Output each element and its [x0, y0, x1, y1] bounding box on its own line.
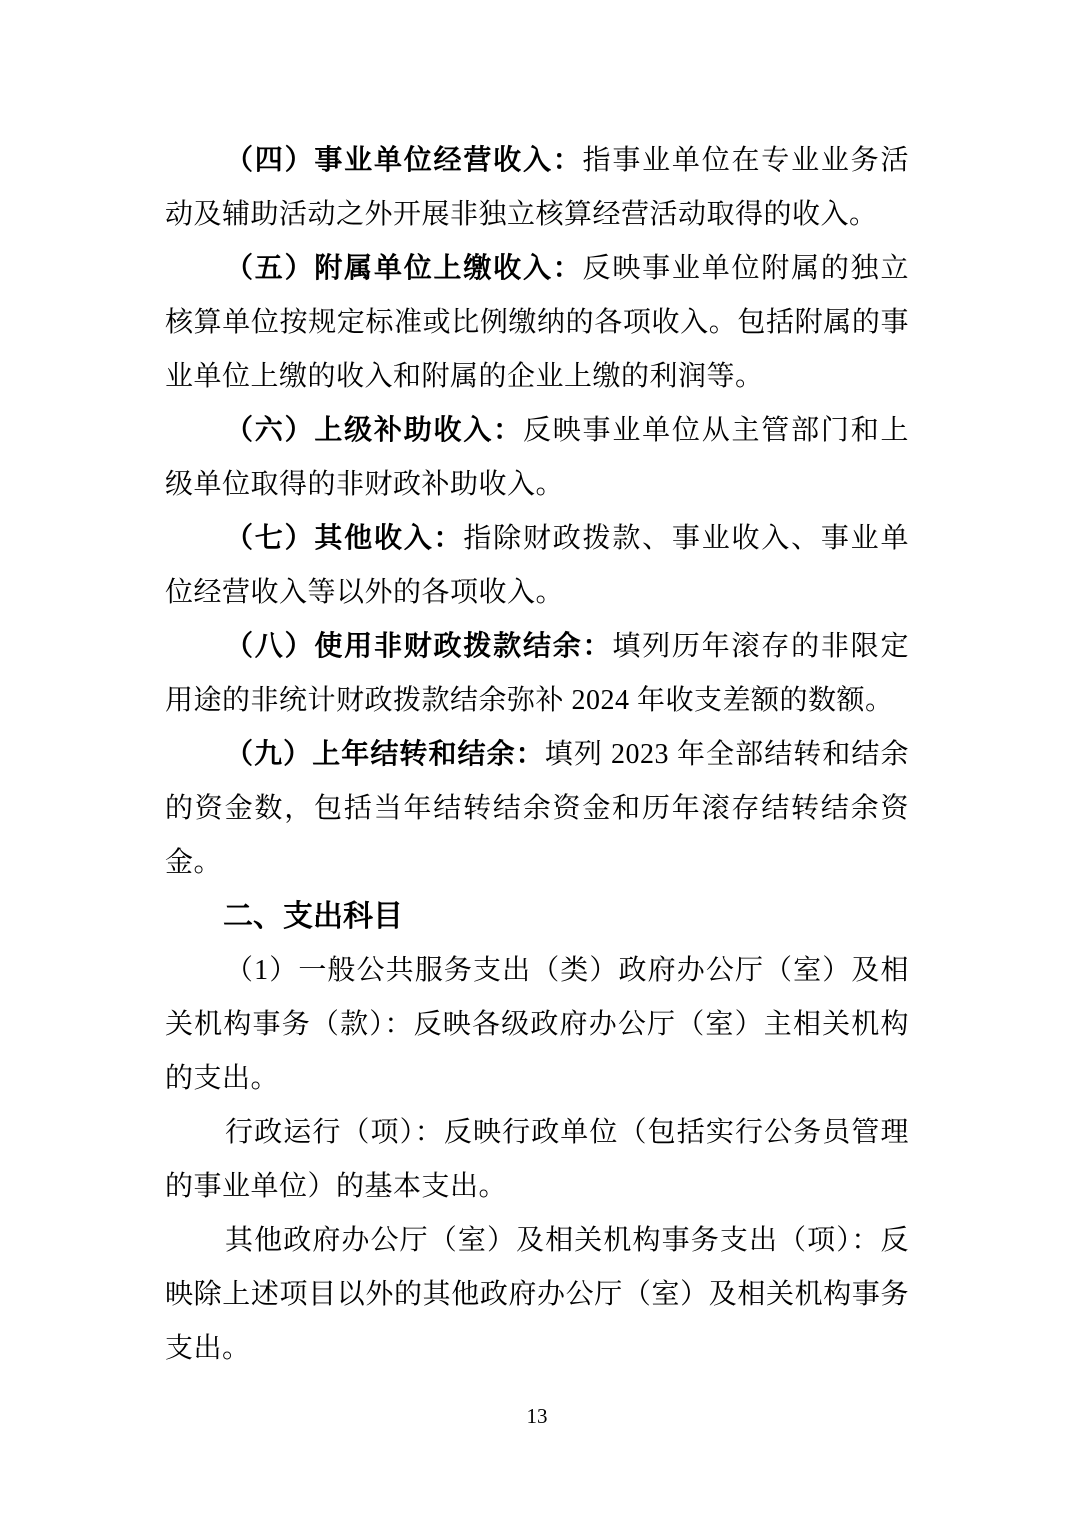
para-affiliated-unit-income	[165, 242, 909, 404]
paragraph-text: 填列历年滚存的非限定用途的非统计财政拨款结余弥补 2024 年收支差额的数额。	[165, 631, 909, 716]
paragraph-text: 反映事业单位附属的独立核算单位按规定标准或比例缴纳的各项收入。包括附属的事业单位上缴的收入和附属的企业上缴的利润等。	[165, 253, 909, 392]
para-superior-subsidy-income	[165, 404, 909, 512]
paragraph-lead: （八）使用非财政拨款结余：	[225, 631, 613, 662]
paragraph-lead: （四）事业单位经营收入：	[225, 145, 583, 176]
paragraph-text: 行政运行（项）：反映行政单位（包括实行公务员管理的事业单位）的基本支出。	[165, 1117, 909, 1202]
para-business-operating-income	[165, 134, 909, 242]
paragraph-lead: （五）附属单位上缴收入：	[225, 253, 583, 284]
page-number: 13	[526, 1404, 548, 1428]
paragraph-text: 其他政府办公厅（室）及相关机构事务支出（项）：反映除上述项目以外的其他政府办公厅（室）及相关机构事务支出。	[165, 1225, 909, 1364]
document-body	[165, 134, 909, 1376]
section-heading-expenditure: 二、支出科目	[223, 900, 403, 933]
para-other-gov-office-affairs	[165, 1214, 909, 1376]
paragraph-text: 反映事业单位从主管部门和上级单位取得的非财政补助收入。	[165, 415, 909, 500]
para-administrative-operation	[165, 1106, 909, 1214]
paragraph-lead: （七）其他收入：	[225, 523, 464, 554]
para-prior-year-carryover	[165, 728, 909, 890]
paragraph-lead: （九）上年结转和结余：	[225, 739, 545, 770]
para-general-public-service	[165, 944, 909, 1106]
paragraph-text: 填列 2023 年全部结转和结余的资金数，包括当年结转结余资金和历年滚存结转结余资金。	[165, 739, 909, 878]
para-non-fiscal-balance	[165, 620, 909, 728]
paragraph-text: 指事业单位在专业业务活动及辅助活动之外开展非独立核算经营活动取得的收入。	[165, 145, 909, 230]
para-other-income	[165, 512, 909, 620]
paragraph-text: 指除财政拨款、事业收入、事业单位经营收入等以外的各项收入。	[165, 523, 909, 608]
paragraph-text: （1）一般公共服务支出（类）政府办公厅（室）及相关机构事务（款）：反映各级政府办公厅（室）主相关机构的支出。	[165, 955, 909, 1094]
paragraph-lead: （六）上级补助收入：	[225, 415, 523, 446]
